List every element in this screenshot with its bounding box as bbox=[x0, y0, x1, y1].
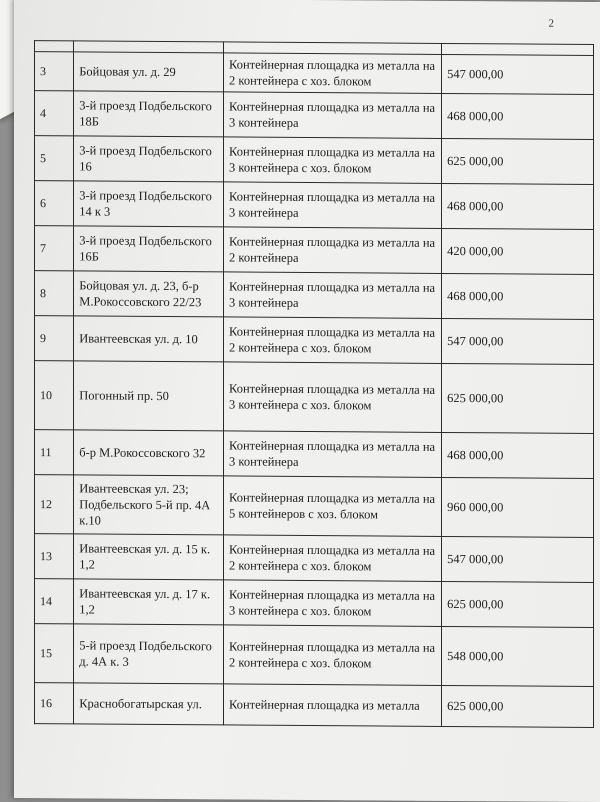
row-price: 420 000,00 bbox=[442, 228, 594, 274]
row-price: 547 000,00 bbox=[442, 318, 594, 364]
row-number: 7 bbox=[35, 226, 74, 271]
row-address: 3-й проезд Подбельского 16Б bbox=[74, 226, 224, 272]
table-row bbox=[35, 91, 594, 140]
row-price: 625 000,00 bbox=[442, 138, 594, 184]
row-description: Контейнерная площадка из металла на 3 контейнера bbox=[224, 272, 442, 319]
row-price: 625 000,00 bbox=[442, 685, 594, 727]
row-number: 5 bbox=[35, 136, 74, 181]
row-number: 3 bbox=[35, 52, 74, 91]
row-number: 16 bbox=[35, 683, 74, 724]
row-price: 468 000,00 bbox=[442, 273, 594, 319]
row-price: 547 000,00 bbox=[442, 54, 594, 94]
row-price: 547 000,00 bbox=[442, 536, 594, 582]
row-number: 8 bbox=[35, 271, 74, 316]
table-row bbox=[35, 316, 594, 365]
row-price: 960 000,00 bbox=[442, 477, 594, 537]
table-row bbox=[35, 534, 594, 583]
row-description: Контейнерная площадка из металла на 5 контейнеров с хоз. блоком bbox=[224, 476, 442, 537]
row-description: Контейнерная площадка из металла на 3 контейнера с хоз. блоком bbox=[224, 580, 442, 627]
table-row bbox=[35, 579, 594, 628]
row-address: Краснобогатырская ул. bbox=[74, 683, 224, 725]
table-row bbox=[35, 361, 594, 434]
row-price: 468 000,00 bbox=[442, 93, 594, 139]
row-description: Контейнерная площадка из металла на 2 контейнера с хоз. блоком bbox=[224, 53, 442, 94]
document-page bbox=[14, 0, 600, 802]
row-address: Ивантеевская ул. д. 15 к. 1,2 bbox=[74, 534, 224, 580]
row-number: 13 bbox=[35, 534, 74, 579]
table-row bbox=[35, 52, 594, 95]
row-address: Ивантеевская ул. д. 10 bbox=[74, 316, 224, 362]
row-description: Контейнерная площадка из металла на 2 контейнера с хоз. блоком bbox=[224, 317, 442, 364]
row-description: Контейнерная площадка из металла на 3 контейнера с хоз. блоком bbox=[224, 137, 442, 184]
row-description: Контейнерная площадка из металла на 2 контейнера с хоз. блоком bbox=[224, 535, 442, 582]
row-number: 11 bbox=[35, 430, 74, 475]
table-row bbox=[35, 683, 594, 728]
row-description: Контейнерная площадка из металла на 2 контейнера с хоз. блоком bbox=[224, 625, 442, 686]
row-address: 5-й проезд Подбельского д. 4А к. 3 bbox=[74, 624, 224, 684]
row-address: Ивантеевская ул. 23; Подбельского 5-й пр. 4А к.10 bbox=[74, 475, 224, 535]
row-address: б-р М.Рокоссовского 32 bbox=[74, 430, 224, 476]
table-row bbox=[35, 226, 594, 275]
row-price: 548 000,00 bbox=[442, 626, 594, 686]
row-price: 625 000,00 bbox=[442, 581, 594, 627]
table-row bbox=[35, 624, 594, 687]
row-number: 6 bbox=[35, 181, 74, 226]
row-price: 625 000,00 bbox=[442, 363, 594, 433]
table-row bbox=[35, 181, 594, 230]
row-number: 14 bbox=[35, 579, 74, 624]
row-address: 3-й проезд Подбельского 18Б bbox=[74, 91, 224, 137]
table-row bbox=[35, 475, 594, 538]
row-description: Контейнерная площадка из металла на 3 контейнера bbox=[224, 431, 442, 478]
row-description: Контейнерная площадка из металла на 3 контейнера с хоз. блоком bbox=[224, 362, 442, 433]
table-row bbox=[35, 136, 594, 185]
table-row bbox=[35, 271, 594, 320]
page-number: 2 bbox=[548, 17, 554, 30]
table-row bbox=[35, 430, 594, 479]
row-address: Ивантеевская ул. д. 17 к. 1,2 bbox=[74, 579, 224, 625]
row-description: Контейнерная площадка из металла на 3 контейнера bbox=[224, 182, 442, 229]
row-address: 3-й проезд Подбельского 16 bbox=[74, 136, 224, 182]
price-table bbox=[34, 40, 594, 728]
row-price: 468 000,00 bbox=[442, 432, 594, 478]
row-number: 15 bbox=[35, 624, 74, 683]
row-address: 3-й проезд Подбельского 14 к 3 bbox=[74, 181, 224, 227]
row-address: Бойцовая ул. д. 29 bbox=[74, 52, 224, 92]
row-address: Погонный пр. 50 bbox=[74, 361, 224, 431]
row-number: 4 bbox=[35, 91, 74, 136]
row-description: Контейнерная площадка из металла на 3 контейнера bbox=[224, 92, 442, 139]
row-number: 12 bbox=[35, 475, 74, 534]
row-description: Контейнерная площадка из металла на 2 контейнера bbox=[224, 227, 442, 274]
header-cell bbox=[35, 41, 74, 52]
row-price: 468 000,00 bbox=[442, 183, 594, 229]
row-description: Контейнерная площадка из металла bbox=[224, 684, 442, 727]
row-address: Бойцовая ул. д. 23, б-р М.Рокоссовского 22/23 bbox=[74, 271, 224, 317]
row-number: 9 bbox=[35, 316, 74, 361]
row-number: 10 bbox=[35, 361, 74, 430]
